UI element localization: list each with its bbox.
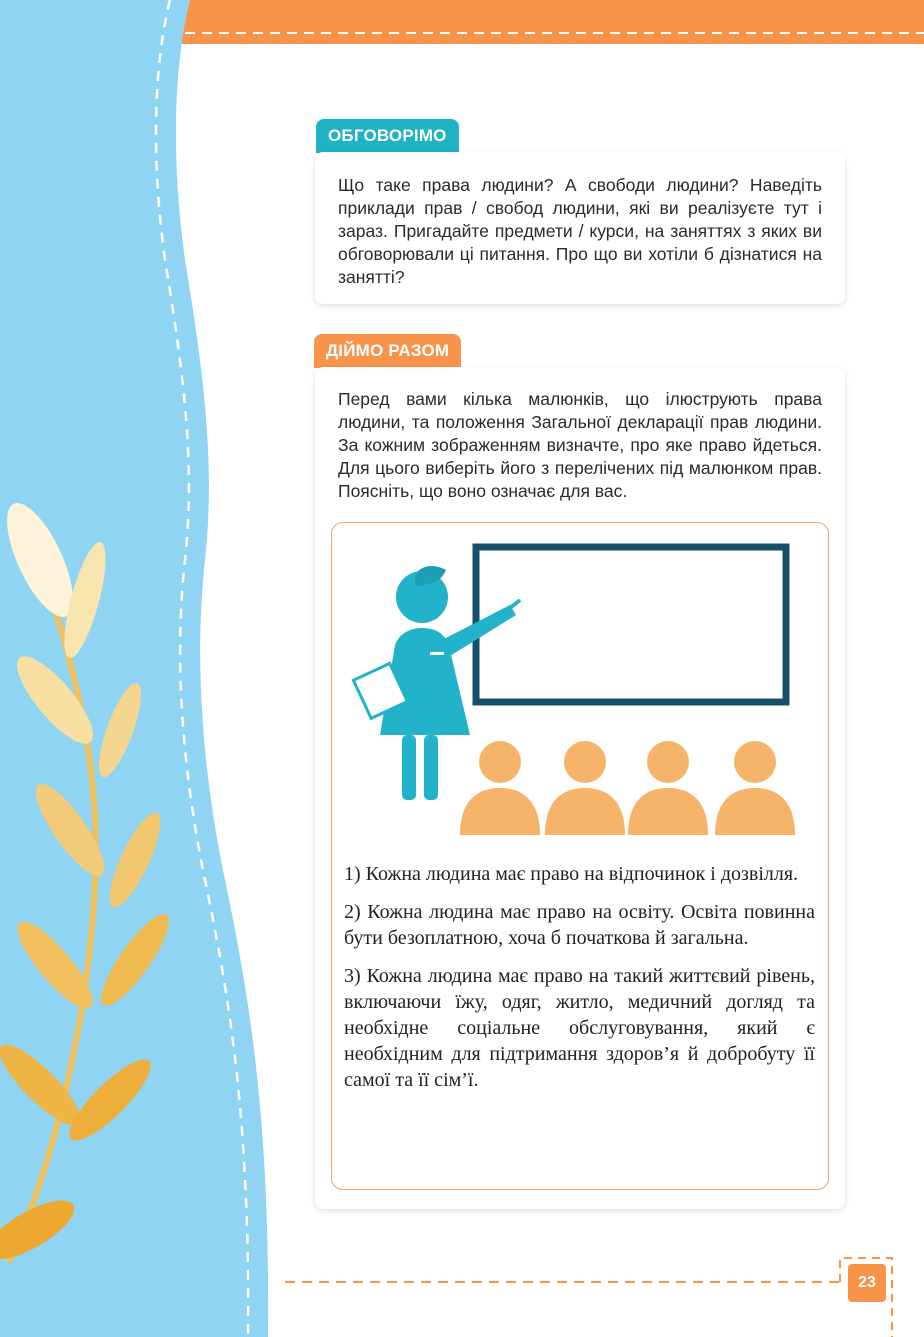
- discuss-text: Що таке права людини? А свободи людини? Наведіть приклади прав / свобод людини, які ви реалізуєте тут і зараз. Пригадайте предмети / курси, на заняттях з яких ви обговорювали ці питання. Про що ви хотіли б дізнатися на занятті?: [338, 175, 822, 287]
- act-text: Перед вами кілька малюнків, що ілюструють права людини, та положення Загальної декларації прав людини. За кожним зображенням визначте, про яке право йдеться. Для цього виберіть його з перелічених під малюнком прав. Поясніть, що воно означає для вас.: [338, 389, 822, 501]
- act-tag: ДІЙМО РАЗОМ: [314, 334, 461, 368]
- whiteboard: [476, 547, 786, 702]
- student-4: [715, 741, 795, 835]
- student-1: [460, 741, 540, 835]
- page-number: 23: [848, 1264, 886, 1302]
- students-group: [460, 741, 795, 835]
- student-3: [628, 741, 708, 835]
- right-item-3: 3) Кожна людина має право на такий життєвий рівень, включаючи їжу, одяг, житло, медичний догляд та необхідне соціальне обслуговування, який є необхідним для підтримання здоров’я й добробуту її самої та її сім’ї.: [344, 965, 815, 1091]
- right-item-2: 2) Кожна людина має право на освіту. Освіта повинна бути безоплатною, хоча б початкова й загальна.: [344, 901, 815, 949]
- discuss-tag: ОБГОВОРІМО: [316, 119, 459, 153]
- rights-list: [344, 861, 815, 1105]
- top-orange-band: [170, 0, 924, 44]
- right-item-1: 1) Кожна людина має право на відпочинок і дозвілля.: [344, 863, 799, 885]
- teacher-classroom-icon: [350, 540, 810, 840]
- student-2: [545, 741, 625, 835]
